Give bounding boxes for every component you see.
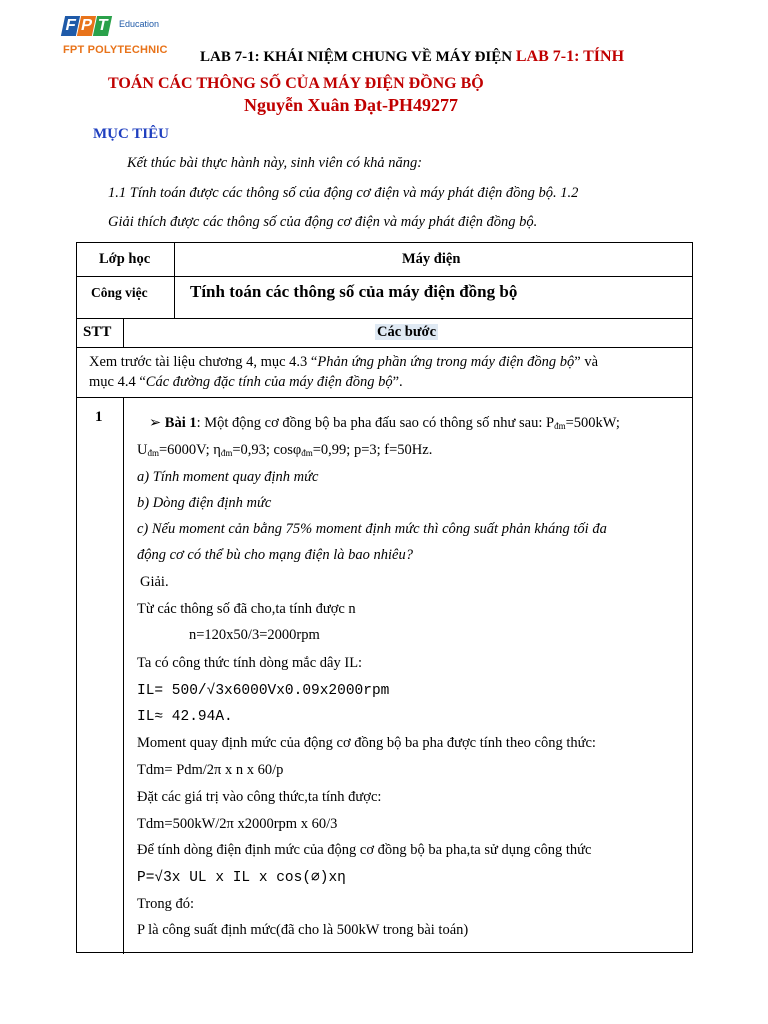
eta-value: =0,93; cosφ xyxy=(232,442,302,458)
steps-header xyxy=(375,324,438,341)
task-value: Tính toán các thông số của máy điện đồng bộ xyxy=(190,282,518,301)
fpt-logo xyxy=(63,14,203,60)
education-label: Education xyxy=(119,19,160,29)
solution-step-9: Tdm=500kW/2π x2000rpm x 60/3 xyxy=(137,816,338,832)
exercise-label: Bài 1 xyxy=(164,415,197,431)
u-value: =6000V; η xyxy=(159,442,221,458)
class-label: Lớp học xyxy=(99,251,151,267)
table-rule xyxy=(123,318,124,347)
table-rule xyxy=(77,318,692,319)
p-subscript: đm xyxy=(554,421,566,431)
fpt-letter-t: T xyxy=(93,16,112,36)
preview-line-1 xyxy=(89,354,598,371)
fpt-letter-f: F xyxy=(61,16,80,36)
bullet-icon: ➢ xyxy=(149,415,162,431)
u-symbol: U xyxy=(137,442,148,458)
exercise-heading xyxy=(149,415,620,432)
solution-formula-p: P=√3x UL x IL x cos(∅)xη xyxy=(137,870,346,886)
table-rule xyxy=(174,243,175,318)
table-rule xyxy=(77,276,692,277)
stt-header: STT xyxy=(83,324,112,340)
lab-table xyxy=(76,242,693,953)
objective-line-1: 1.1 Tính toán được các thông số của động cơ điện và máy phát điện đồng bộ. 1.2 xyxy=(108,185,579,201)
row-number: 1 xyxy=(95,409,103,425)
objectives-heading: MỤC TIÊU xyxy=(93,126,169,142)
cos-subscript: đm xyxy=(301,448,313,458)
preview-text-b: Phản ứng phần ứng trong máy điện đồng bộ xyxy=(317,354,575,370)
solution-step-6: Moment quay định mức của động cơ đồng bộ ba pha được tính theo công thức: xyxy=(137,735,596,751)
solution-step-3: Ta có công thức tính dòng mắc dây IL: xyxy=(137,655,363,671)
fpt-mark xyxy=(63,16,111,36)
question-c-line2: động cơ có thể bù cho mạng điện là bao nhiêu? xyxy=(137,547,413,563)
solution-formula-il: IL= 500/√3x6000Vx0.09x2000rpm xyxy=(137,683,390,699)
preview-text-a: Xem trước tài liệu chương 4, mục 4.3 “ xyxy=(89,354,318,370)
polytechnic-label: FPT POLYTECHNIC xyxy=(63,44,168,56)
student-name: Nguyễn Xuân Đạt-PH49277 xyxy=(244,95,459,115)
lab-title-part2: LAB 7-1: TÍNH xyxy=(515,48,625,65)
p-value: =500kW; xyxy=(565,415,620,431)
preview-text-d: mục 4.4 “ xyxy=(89,374,146,390)
solution-step-1: Từ các thông số đã cho,ta tính được n xyxy=(137,601,356,617)
table-rule xyxy=(77,347,692,348)
eta-subscript: đm xyxy=(220,448,233,458)
table-rule xyxy=(77,397,692,398)
task-label: Công việc xyxy=(91,285,148,300)
solution-label: Giải. xyxy=(140,574,169,590)
solution-step-12: Trong đó: xyxy=(137,896,195,912)
table-rule xyxy=(123,397,124,954)
question-b: b) Dòng điện định mức xyxy=(137,495,272,511)
solution-step-10: Để tính dòng điện định mức của động cơ đồng bộ ba pha,ta sử dụng công thức xyxy=(137,842,592,858)
u-subscript: đm xyxy=(147,448,159,458)
question-c-line1: c) Nếu moment cản bằng 75% moment định mức thì công suất phản kháng tối đa xyxy=(137,521,607,537)
lab-title-line2: TOÁN CÁC THÔNG SỐ CỦA MÁY ĐIỆN ĐỒNG BỘ xyxy=(108,75,484,92)
question-a: a) Tính moment quay định mức xyxy=(137,469,319,485)
objective-line-2: Giải thích được các thông số của động cơ điện và máy phát điện đồng bộ. xyxy=(108,214,538,230)
fpt-letter-p: P xyxy=(77,16,96,36)
lab-title-line1 xyxy=(200,48,624,66)
class-value: Máy điện xyxy=(402,251,461,267)
objectives-intro: Kết thúc bài thực hành này, sinh viên có khả năng: xyxy=(127,155,423,171)
solution-result-il: IL≈ 42.94A. xyxy=(137,709,233,725)
cos-value: =0,99; p=3; f=50Hz. xyxy=(312,442,433,458)
preview-line-2 xyxy=(89,374,403,391)
solution-formula-tdm: Tdm= Pdm/2π x n x 60/p xyxy=(137,762,284,778)
solution-step-8: Đặt các giá trị vào công thức,ta tính được: xyxy=(137,789,382,805)
steps-header-label: Các bước xyxy=(377,324,437,340)
exercise-intro: : Một động cơ đồng bộ ba pha đấu sao có thông số như sau: P xyxy=(196,415,555,431)
preview-text-c: ” và xyxy=(574,354,599,370)
solution-step-13: P là công suất định mức(đã cho là 500kW trong bài toán) xyxy=(137,922,469,938)
solution-step-2: n=120x50/3=2000rpm xyxy=(189,627,320,643)
preview-text-f: ”. xyxy=(392,374,403,390)
exercise-params xyxy=(137,442,432,459)
preview-text-e: Các đường đặc tính của máy điện đồng bộ xyxy=(145,374,393,390)
lab-title-part1: LAB 7-1: KHÁI NIỆM CHUNG VỀ MÁY ĐIỆN xyxy=(200,49,516,65)
